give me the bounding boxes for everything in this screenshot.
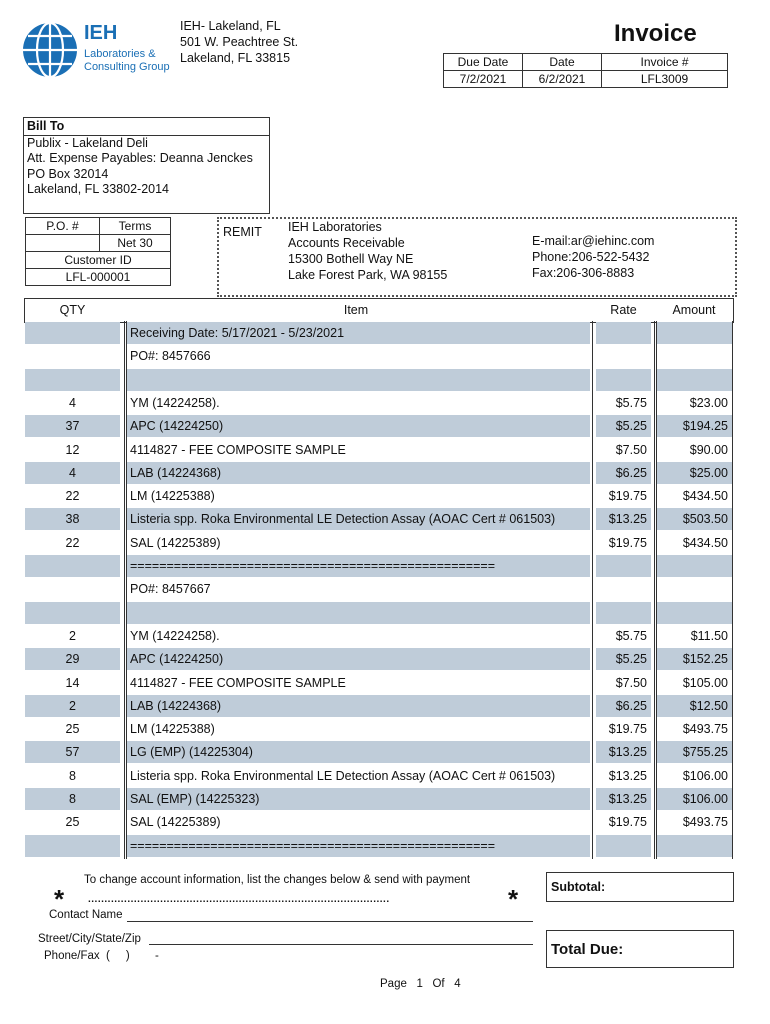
table-row bbox=[25, 462, 733, 485]
table-row bbox=[25, 718, 733, 741]
qty-cell: 2 bbox=[69, 628, 76, 643]
page-current: 1 bbox=[416, 978, 423, 990]
date-label: Date bbox=[523, 54, 602, 71]
page-of: Of bbox=[432, 978, 445, 990]
amount-cell bbox=[656, 369, 732, 391]
table-row bbox=[25, 625, 733, 648]
amount-cell: $90.00 bbox=[689, 442, 728, 457]
due-date-label: Due Date bbox=[444, 54, 523, 71]
customer-id-value: LFL-000001 bbox=[26, 269, 171, 286]
rate-cell bbox=[596, 555, 651, 577]
logo-sub-line2: Consulting Group bbox=[84, 61, 170, 73]
street-line bbox=[149, 944, 533, 945]
amount-cell: $12.50 bbox=[656, 695, 732, 717]
amount-cell bbox=[656, 578, 732, 600]
table-row bbox=[25, 392, 733, 415]
item-cell: Listeria spp. Roka Environmental LE Detection Assay (AOAC Cert # 061503) bbox=[130, 768, 556, 783]
invoice-number-label: Invoice # bbox=[602, 54, 728, 71]
column-divider bbox=[126, 321, 127, 859]
table-border-right bbox=[732, 321, 733, 859]
column-divider bbox=[654, 321, 655, 859]
rate-cell bbox=[596, 578, 651, 600]
total-due-box bbox=[546, 930, 734, 968]
terms-label: Terms bbox=[100, 218, 171, 235]
contact-name-label: Contact Name bbox=[49, 909, 123, 921]
qty-cell bbox=[25, 369, 120, 391]
total-due-label: Total Due: bbox=[551, 941, 624, 958]
qty-cell: 22 bbox=[65, 535, 80, 550]
star-right: * bbox=[508, 884, 519, 914]
logo-sub-line1: Laboratories & bbox=[84, 48, 156, 60]
rate-cell: $6.25 bbox=[596, 462, 651, 484]
change-account-note: To change account information, list the changes below & send with payment bbox=[84, 874, 471, 886]
page-label: Page bbox=[380, 978, 407, 990]
qty-cell bbox=[25, 835, 120, 857]
po-terms-table bbox=[25, 217, 171, 286]
item-cell: Receiving Date: 5/17/2021 - 5/23/2021 bbox=[126, 322, 590, 344]
remit-address bbox=[288, 219, 447, 283]
amount-cell: $11.50 bbox=[690, 628, 728, 643]
bill-to-line: Publix - Lakeland Deli bbox=[27, 135, 148, 150]
table-row bbox=[25, 439, 733, 462]
rate-cell: $5.75 bbox=[615, 395, 647, 410]
remit-email: E-mail:ar@iehinc.com bbox=[532, 234, 655, 248]
phone-fax-label: Phone/Fax ( ) bbox=[44, 950, 130, 962]
table-row bbox=[25, 532, 733, 555]
table-row bbox=[25, 578, 733, 601]
item-cell: LM (14225388) bbox=[130, 489, 215, 504]
amount-cell bbox=[656, 555, 732, 577]
item-cell: Listeria spp. Roka Environmental LE Detection Assay (AOAC Cert # 061503) bbox=[126, 508, 590, 530]
amount-cell: $25.00 bbox=[656, 462, 732, 484]
item-cell: APC (14224250) bbox=[126, 415, 590, 437]
qty-cell: 2 bbox=[25, 695, 120, 717]
qty-cell: 12 bbox=[65, 442, 80, 457]
amount-cell: $434.50 bbox=[682, 489, 728, 504]
qty-cell: 4 bbox=[25, 462, 120, 484]
item-cell: 4114827 - FEE COMPOSITE SAMPLE bbox=[130, 442, 346, 457]
table-row bbox=[25, 322, 733, 345]
address-line: IEH- Lakeland, FL bbox=[180, 19, 281, 33]
items-table-header bbox=[24, 298, 734, 323]
amount-cell: $152.25 bbox=[656, 648, 732, 670]
po-value bbox=[26, 235, 100, 252]
item-cell: YM (14224258). bbox=[130, 395, 220, 410]
amount-cell: $105.00 bbox=[682, 675, 728, 690]
dotted-line: ............................................................................................ bbox=[88, 894, 390, 905]
item-cell: ================================================== bbox=[126, 555, 590, 577]
customer-id-label: Customer ID bbox=[26, 252, 171, 269]
globe-icon bbox=[20, 20, 80, 80]
rate-cell: $19.75 bbox=[608, 535, 647, 550]
qty-cell: 25 bbox=[65, 815, 80, 830]
table-row bbox=[25, 695, 733, 718]
rate-cell: $13.25 bbox=[608, 768, 647, 783]
remit-address-line: Lake Forest Park, WA 98155 bbox=[288, 268, 448, 282]
rate-cell: $13.25 bbox=[596, 788, 651, 810]
qty-cell bbox=[25, 322, 120, 344]
rate-cell: $5.25 bbox=[596, 415, 651, 437]
amount-cell: $194.25 bbox=[656, 415, 732, 437]
qty-cell: 25 bbox=[65, 722, 80, 737]
column-divider bbox=[656, 321, 657, 859]
rate-cell: $19.75 bbox=[608, 815, 647, 830]
terms-value: Net 30 bbox=[100, 235, 171, 252]
rate-cell: $19.75 bbox=[608, 489, 647, 504]
qty-cell: 38 bbox=[25, 508, 120, 530]
table-row bbox=[25, 369, 733, 392]
page-number bbox=[380, 978, 461, 990]
remit-phone: Phone:206-522-5432 bbox=[532, 250, 650, 264]
date-value: 6/2/2021 bbox=[523, 71, 602, 88]
rate-cell: $19.75 bbox=[608, 722, 647, 737]
column-header-rate: Rate bbox=[610, 303, 637, 317]
table-row bbox=[25, 811, 733, 834]
company-address bbox=[180, 18, 298, 66]
bill-to-line: Lakeland, FL 33802-2014 bbox=[27, 182, 170, 196]
rate-cell: $7.50 bbox=[615, 675, 647, 690]
qty-cell bbox=[25, 578, 120, 600]
qty-cell: 37 bbox=[25, 415, 120, 437]
table-row bbox=[25, 415, 733, 438]
item-cell: SAL (14225389) bbox=[130, 815, 221, 830]
qty-cell: 29 bbox=[25, 648, 120, 670]
table-row bbox=[25, 648, 733, 671]
amount-cell bbox=[656, 835, 732, 857]
amount-cell: $493.75 bbox=[682, 815, 728, 830]
amount-cell: $493.75 bbox=[682, 722, 728, 737]
qty-cell: 8 bbox=[69, 768, 76, 783]
qty-cell: 8 bbox=[25, 788, 120, 810]
due-date-value: 7/2/2021 bbox=[444, 71, 523, 88]
bill-to-line: Att. Expense Payables: Deanna Jenckes bbox=[27, 151, 253, 165]
logo-word: IEH bbox=[84, 22, 118, 44]
star-left: * bbox=[54, 884, 65, 914]
table-row bbox=[25, 345, 733, 368]
remit-contact bbox=[532, 233, 654, 281]
invoice-number-value: LFL3009 bbox=[602, 71, 728, 88]
table-row bbox=[25, 602, 733, 625]
street-label: Street/City/State/Zip bbox=[38, 933, 141, 945]
item-cell: ================================================== bbox=[126, 835, 590, 857]
invoice-header-table bbox=[443, 53, 728, 88]
subtotal-box bbox=[546, 872, 734, 902]
item-cell: LG (EMP) (14225304) bbox=[126, 741, 590, 763]
rate-cell: $13.25 bbox=[596, 508, 651, 530]
item-cell: PO#: 8457667 bbox=[130, 582, 211, 597]
company-logo bbox=[20, 20, 80, 80]
page-title: Invoice bbox=[614, 20, 697, 47]
table-row bbox=[25, 672, 733, 695]
column-header-qty: QTY bbox=[59, 303, 86, 317]
column-header-item: Item bbox=[343, 303, 369, 317]
remit-address-line: Accounts Receivable bbox=[288, 236, 405, 250]
qty-cell bbox=[25, 602, 120, 624]
amount-cell: $106.00 bbox=[682, 768, 728, 783]
column-divider bbox=[592, 321, 593, 859]
item-cell: APC (14224250) bbox=[126, 648, 590, 670]
table-row bbox=[25, 508, 733, 531]
amount-cell: $503.50 bbox=[656, 508, 732, 530]
remit-box bbox=[217, 217, 737, 297]
qty-cell: 57 bbox=[25, 741, 120, 763]
bill-to-label: Bill To bbox=[24, 119, 269, 136]
rate-cell bbox=[596, 835, 651, 857]
rate-cell bbox=[596, 602, 651, 624]
amount-cell bbox=[656, 602, 732, 624]
qty-cell bbox=[25, 555, 120, 577]
qty-cell: 4 bbox=[69, 395, 76, 410]
amount-cell: $106.00 bbox=[656, 788, 732, 810]
subtotal-label: Subtotal: bbox=[551, 880, 606, 894]
item-cell bbox=[126, 602, 590, 624]
amount-cell: $23.00 bbox=[689, 395, 728, 410]
table-row bbox=[25, 555, 733, 578]
amount-cell: $755.25 bbox=[656, 741, 732, 763]
address-line: 501 W. Peachtree St. bbox=[180, 35, 299, 49]
rate-cell: $5.75 bbox=[615, 628, 647, 643]
po-label: P.O. # bbox=[26, 218, 100, 235]
item-cell: SAL (EMP) (14225323) bbox=[126, 788, 590, 810]
amount-cell bbox=[656, 345, 732, 367]
remit-fax: Fax:206-306-8883 bbox=[532, 266, 635, 280]
item-cell: LM (14225388) bbox=[130, 722, 215, 737]
item-cell: SAL (14225389) bbox=[130, 535, 221, 550]
rate-cell: $6.25 bbox=[596, 695, 651, 717]
rate-cell bbox=[596, 345, 651, 367]
amount-cell: $434.50 bbox=[682, 535, 728, 550]
column-divider bbox=[124, 321, 125, 859]
rate-cell: $13.25 bbox=[596, 741, 651, 763]
page-total: 4 bbox=[454, 978, 461, 990]
item-cell: LAB (14224368) bbox=[126, 695, 590, 717]
table-row bbox=[25, 765, 733, 788]
item-cell: 4114827 - FEE COMPOSITE SAMPLE bbox=[130, 675, 346, 690]
item-cell: PO#: 8457666 bbox=[130, 349, 211, 364]
column-header-amount: Amount bbox=[672, 303, 716, 317]
rate-cell: $5.25 bbox=[596, 648, 651, 670]
qty-cell: 14 bbox=[65, 675, 80, 690]
amount-cell bbox=[656, 322, 732, 344]
bill-to-box bbox=[23, 117, 270, 214]
contact-name-line bbox=[127, 921, 533, 922]
rate-cell bbox=[596, 369, 651, 391]
qty-cell bbox=[25, 345, 120, 367]
rate-cell bbox=[596, 322, 651, 344]
address-line: Lakeland, FL 33815 bbox=[180, 51, 291, 65]
remit-label: REMIT bbox=[223, 225, 262, 239]
rate-cell: $7.50 bbox=[615, 442, 647, 457]
phone-dash: - bbox=[155, 950, 159, 962]
qty-cell: 22 bbox=[65, 489, 80, 504]
bill-to-line: PO Box 32014 bbox=[27, 166, 109, 181]
item-cell: YM (14224258). bbox=[130, 628, 220, 643]
table-row bbox=[25, 741, 733, 764]
remit-address-line: IEH Laboratories bbox=[288, 220, 382, 234]
table-row bbox=[25, 835, 733, 858]
item-cell bbox=[126, 369, 590, 391]
item-cell: LAB (14224368) bbox=[126, 462, 590, 484]
table-row bbox=[25, 788, 733, 811]
table-row bbox=[25, 485, 733, 508]
remit-address-line: 15300 Bothell Way NE bbox=[288, 252, 414, 266]
